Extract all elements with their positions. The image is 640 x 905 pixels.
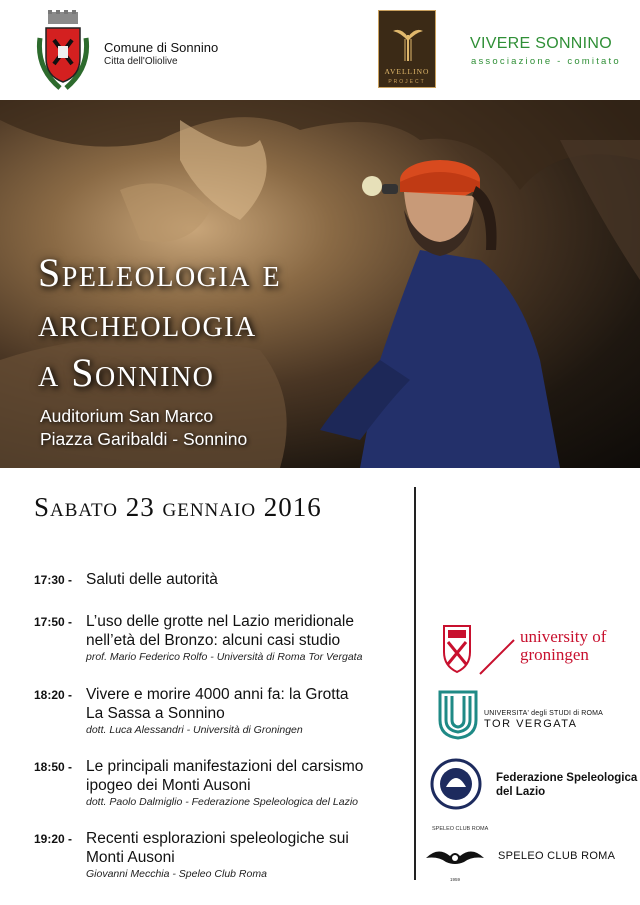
event-title-line: archeologia [38, 300, 257, 345]
event-title [38, 248, 281, 398]
bat-icon [424, 836, 486, 876]
vivere-sonnino-title: VIVERE SONNINO [470, 35, 613, 52]
speleo-club-roma-logo [424, 826, 634, 884]
avellino-label: AVELLINO [384, 67, 430, 76]
program-speaker: prof. Mario Federico Rolfo - Università di Roma Tor Vergata [86, 651, 363, 663]
groningen-text-line: groningen [520, 645, 589, 664]
program-title-line: Monti Ausoni [86, 849, 175, 866]
fsl-text-line: Federazione Speleologica [496, 772, 638, 784]
groningen-logo [438, 620, 628, 676]
fsl-text [496, 771, 637, 799]
program-title-line: La Sassa a Sonnino [86, 705, 225, 722]
vivere-sonnino-subtitle: associazione - comitato [471, 56, 621, 67]
program-title-line: ipogeo dei Monti Ausoni [86, 777, 251, 794]
program-title-line: L’uso delle grotte nel Lazio meridionale [86, 613, 354, 630]
comune-name: Comune di Sonnino [104, 40, 219, 55]
program-title [86, 829, 416, 881]
program-speaker: Giovanni Mecchia - Speleo Club Roma [86, 868, 267, 880]
event-title-line: a Sonnino [38, 350, 215, 395]
program-title-line: Le principali manifestazioni del carsismo [86, 758, 364, 775]
tree-icon [379, 17, 437, 73]
program-title-line: nell’età del Bronzo: alcuni casi studio [86, 632, 341, 649]
torvergata-logo [436, 690, 626, 740]
torvergata-name: TOR VERGATA [484, 718, 578, 730]
program-time: 17:30 - [34, 573, 73, 587]
torvergata-top-text: UNIVERSITA' degli STUDI di ROMA [484, 710, 604, 717]
sonnino-coat-of-arms-icon [34, 8, 92, 92]
venue-line: Piazza Garibaldi - Sonnino [40, 429, 248, 449]
venue [40, 405, 247, 451]
program-speaker: dott. Luca Alessandri - Università di Groningen [86, 724, 303, 736]
header [0, 0, 640, 100]
program-title [86, 757, 416, 809]
groningen-text-line: university of [520, 627, 607, 646]
program-time: 18:50 - [34, 760, 73, 774]
scr-year: 1959 [450, 877, 461, 882]
torvergata-tower-icon [436, 690, 480, 740]
fsl-logo [428, 757, 638, 811]
program-speaker: dott. Paolo Dalmiglio - Federazione Speleologica del Lazio [86, 796, 358, 808]
comune-subtitle: Citta dell'Oliolive [104, 56, 178, 67]
program-time: 17:50 - [34, 615, 73, 629]
event-title-line: Speleologia e [38, 250, 282, 295]
program-title-line: Saluti delle autorità [86, 571, 218, 588]
groningen-crest-icon [438, 620, 516, 676]
program-title [86, 612, 416, 664]
program-title [86, 685, 416, 737]
fsl-emblem-icon [428, 757, 484, 811]
fsl-text-line: del Lazio [496, 786, 546, 798]
program-title-line: Recenti esplorazioni speleologiche sui [86, 830, 349, 847]
avellino-project-logo [378, 10, 436, 88]
event-date: Sabato 23 gennaio 2016 [34, 492, 322, 522]
scr-top-text: SPELEO CLUB ROMA [432, 826, 489, 832]
avellino-sublabel: PROJECT [388, 79, 426, 85]
groningen-text [520, 628, 606, 664]
program-title-line: Vivere e morire 4000 anni fa: la Grotta [86, 686, 349, 703]
divider [414, 487, 416, 880]
venue-line: Auditorium San Marco [40, 406, 214, 426]
program-time: 19:20 - [34, 832, 73, 846]
program-time: 18:20 - [34, 688, 73, 702]
program-title [86, 570, 416, 589]
hero-photo [0, 100, 640, 468]
scr-name: SPELEO CLUB ROMA [498, 850, 616, 862]
